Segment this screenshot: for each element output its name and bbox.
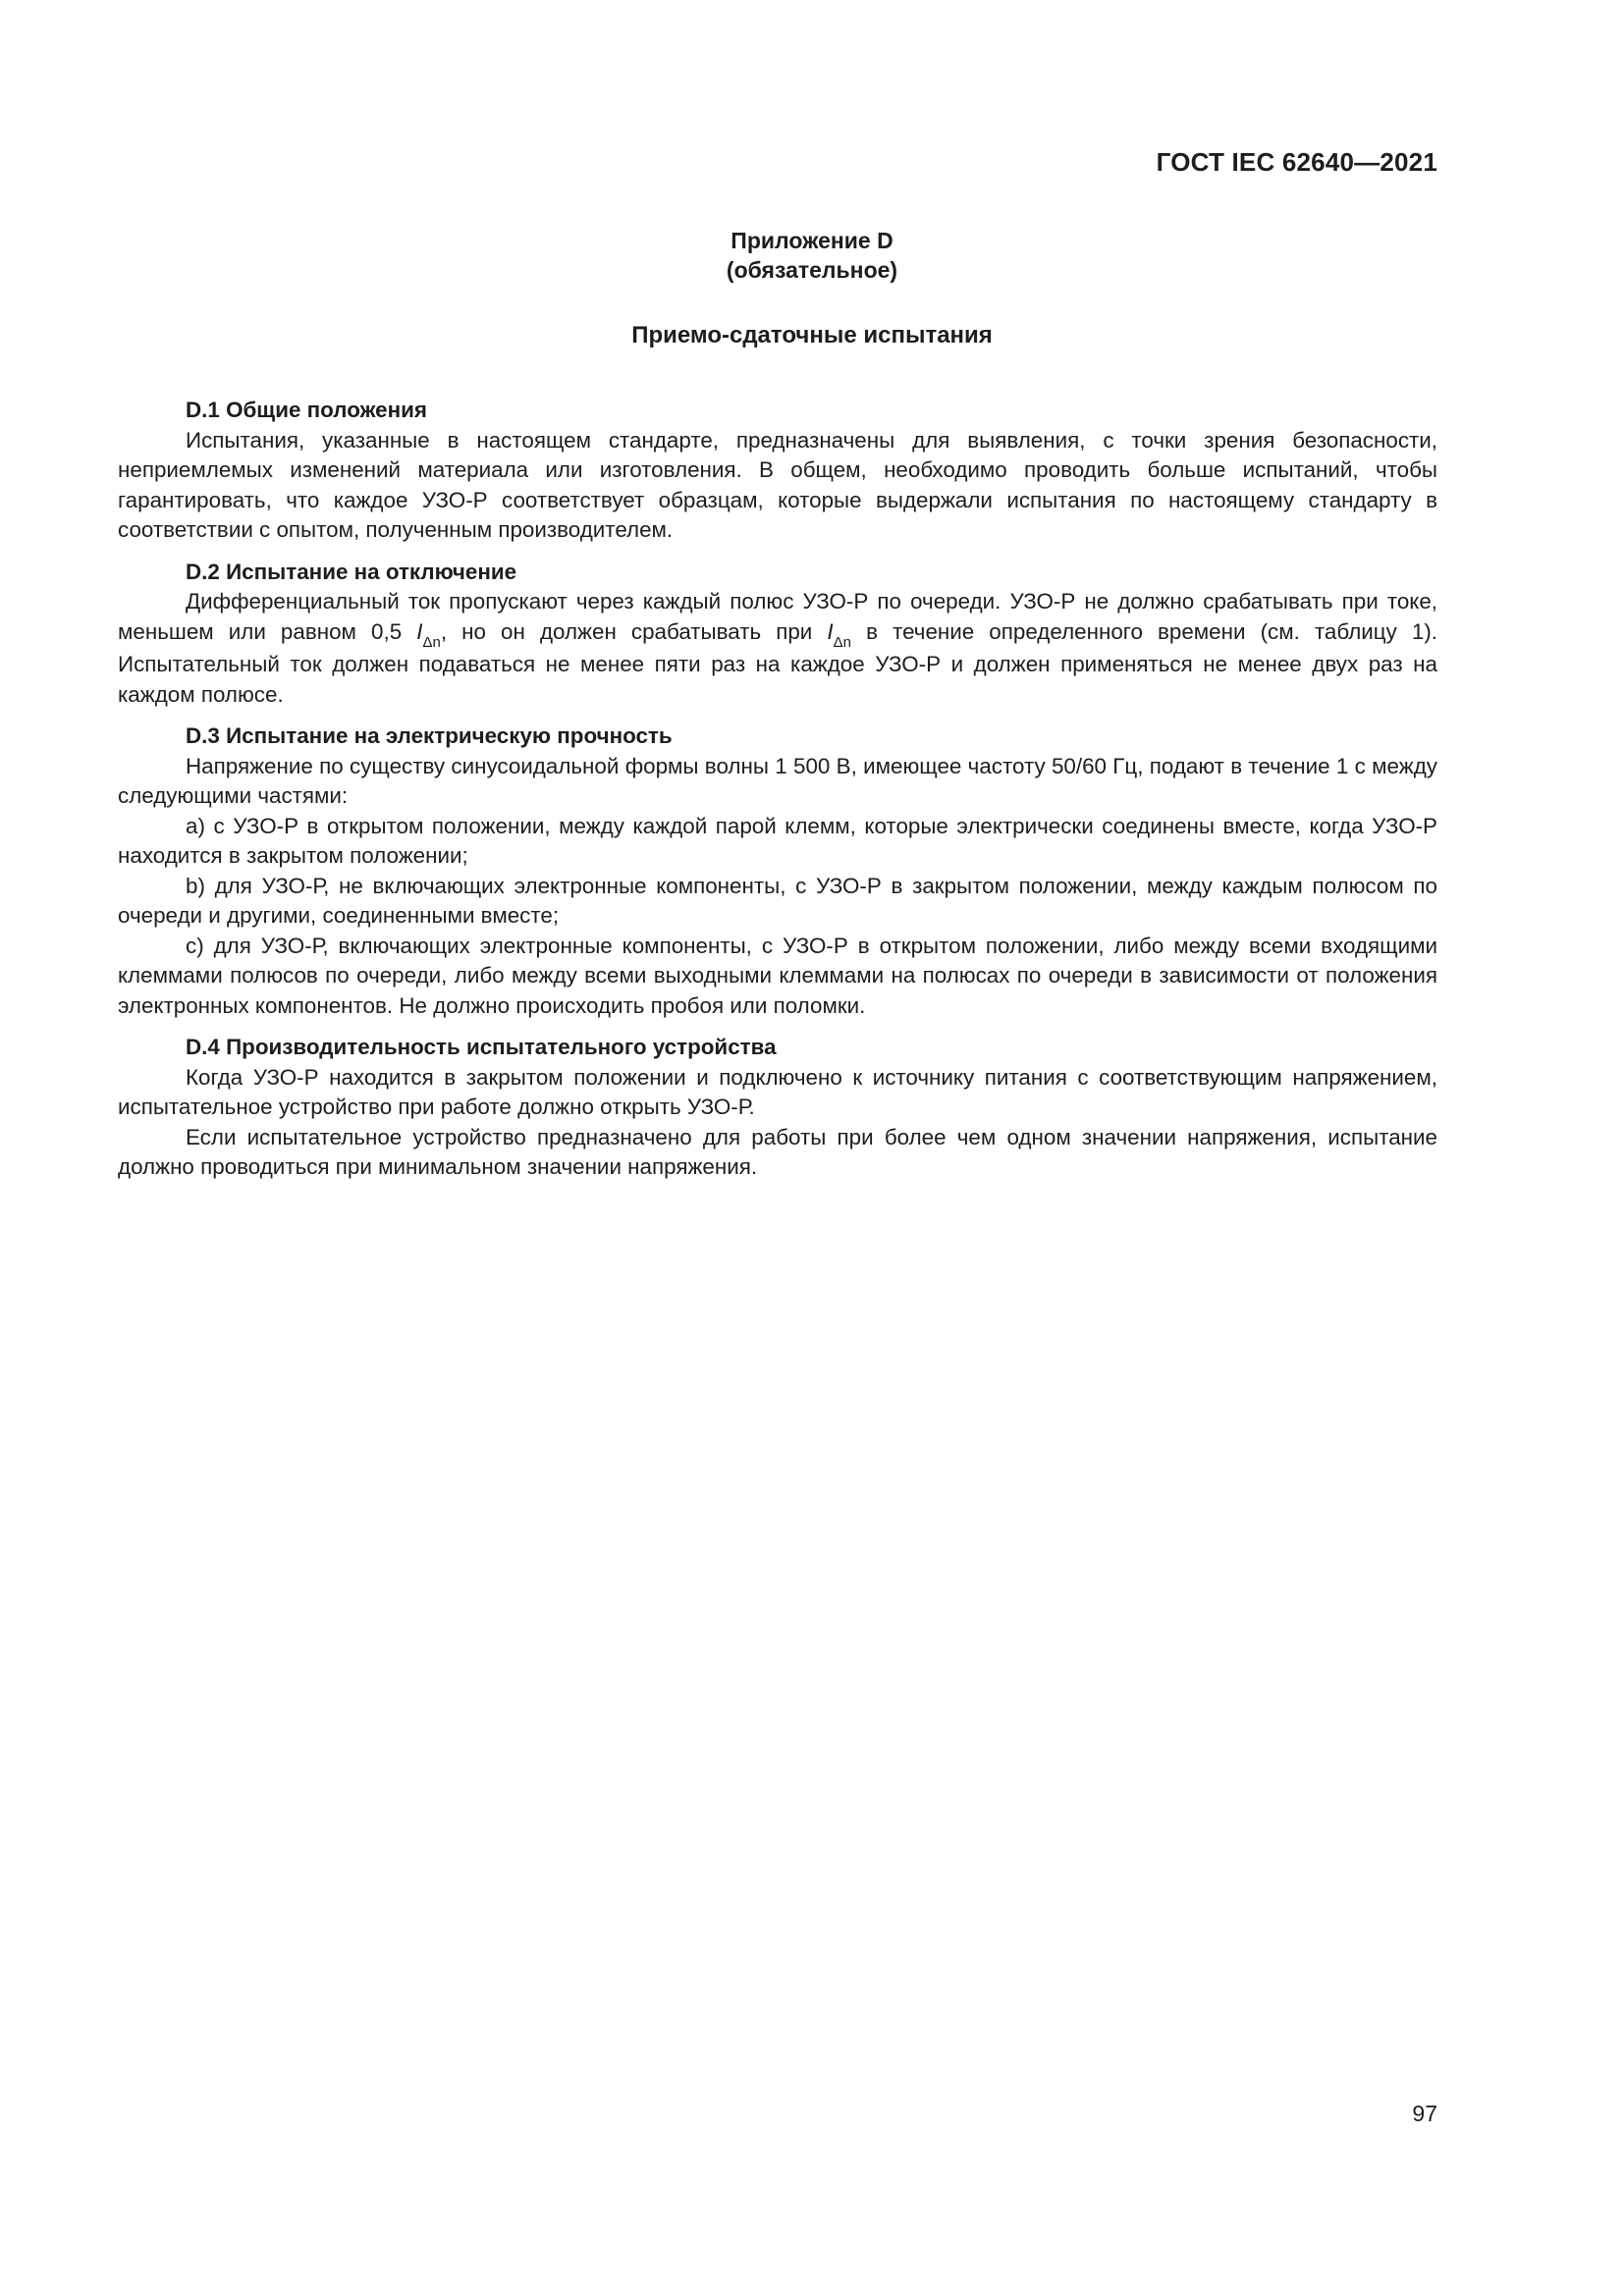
text-part: , но он должен срабатывать при <box>440 618 828 644</box>
document-body <box>118 396 1437 1195</box>
section-d2 <box>118 558 1437 711</box>
text-part: Дифференциальный ток пропускают через каждый полюс УЗО-Р по очереди. УЗО-Р не должно срабатывать при токе, меньшем или равном 0,5 <box>118 589 1437 644</box>
page-title: Приемо-сдаточные испытания <box>631 322 993 348</box>
list-item: c) для УЗО-Р, включающих электронные компоненты, с УЗО-Р в открытом положении, либо между всеми входящими клеммами полюсов по очереди, либо между всеми выходными клеммами на полюсах по очереди в зависимости от положения электронных компонентов. Не должно происходить пробоя или поломки. <box>118 933 1437 1018</box>
current-symbol: I <box>827 618 834 644</box>
section-heading: D.3 Испытание на электрическую прочность <box>186 723 673 748</box>
section-heading: D.1 Общие положения <box>186 398 427 422</box>
paragraph: Когда УЗО-Р находится в закрытом положении и подключено к источнику питания с соответствующим напряжением, испытательное устройство при работе должно открыть УЗО-Р. <box>118 1064 1437 1119</box>
paragraph: Испытания, указанные в настоящем стандарте, предназначены для выявления, с точки зрения безопасности, неприемлемых изменений материала или изготовления. В общем, необходимо проводить больше испытаний, чтобы гарантировать, что каждое УЗО-Р соответствует образцам, которые выдержали испытания по настоящему стандарту в соответствии с опытом, полученным производителем. <box>118 427 1437 542</box>
annex-title: Приложение D <box>731 228 893 253</box>
annex-status: (обязательное) <box>726 257 898 283</box>
text-part: в течение определенного времени (см. таблицу 1). Испытательный ток должен подаваться не менее пяти раз на каждое УЗО-Р и должен применяться не менее двух раз на каждом полюсе. <box>118 618 1437 707</box>
section-d3 <box>118 721 1437 1021</box>
list-item: a) с УЗО-Р в открытом положении, между каждой парой клемм, которые электрически соединены вместе, когда УЗО-Р находится в закрытом положении; <box>118 813 1437 868</box>
document-code: ГОСТ IEC 62640—2021 <box>1156 147 1437 177</box>
current-subscript: Δn <box>833 633 852 651</box>
section-heading: D.2 Испытание на отключение <box>186 559 517 584</box>
current-symbol: I <box>416 618 423 644</box>
list-item: b) для УЗО-Р, не включающих электронные компоненты, с УЗО-Р в закрытом положении, между каждым полюсом по очереди и другими, соединенными вместе; <box>118 873 1437 928</box>
paragraph: Если испытательное устройство предназначено для работы при более чем одном значении напряжения, испытание должно проводиться при минимальном значении напряжения. <box>118 1124 1437 1179</box>
section-heading: D.4 Производительность испытательного устройства <box>186 1035 777 1059</box>
page-number: 97 <box>1412 2101 1437 2126</box>
paragraph <box>118 587 1437 710</box>
paragraph: Напряжение по существу синусоидальной формы волны 1 500 В, имеющее частоту 50/60 Гц, подают в течение 1 с между следующими частями: <box>118 753 1437 808</box>
current-subscript: Δn <box>422 633 441 651</box>
annex-label <box>0 226 1624 285</box>
section-d1 <box>118 396 1437 546</box>
section-d4 <box>118 1033 1437 1183</box>
